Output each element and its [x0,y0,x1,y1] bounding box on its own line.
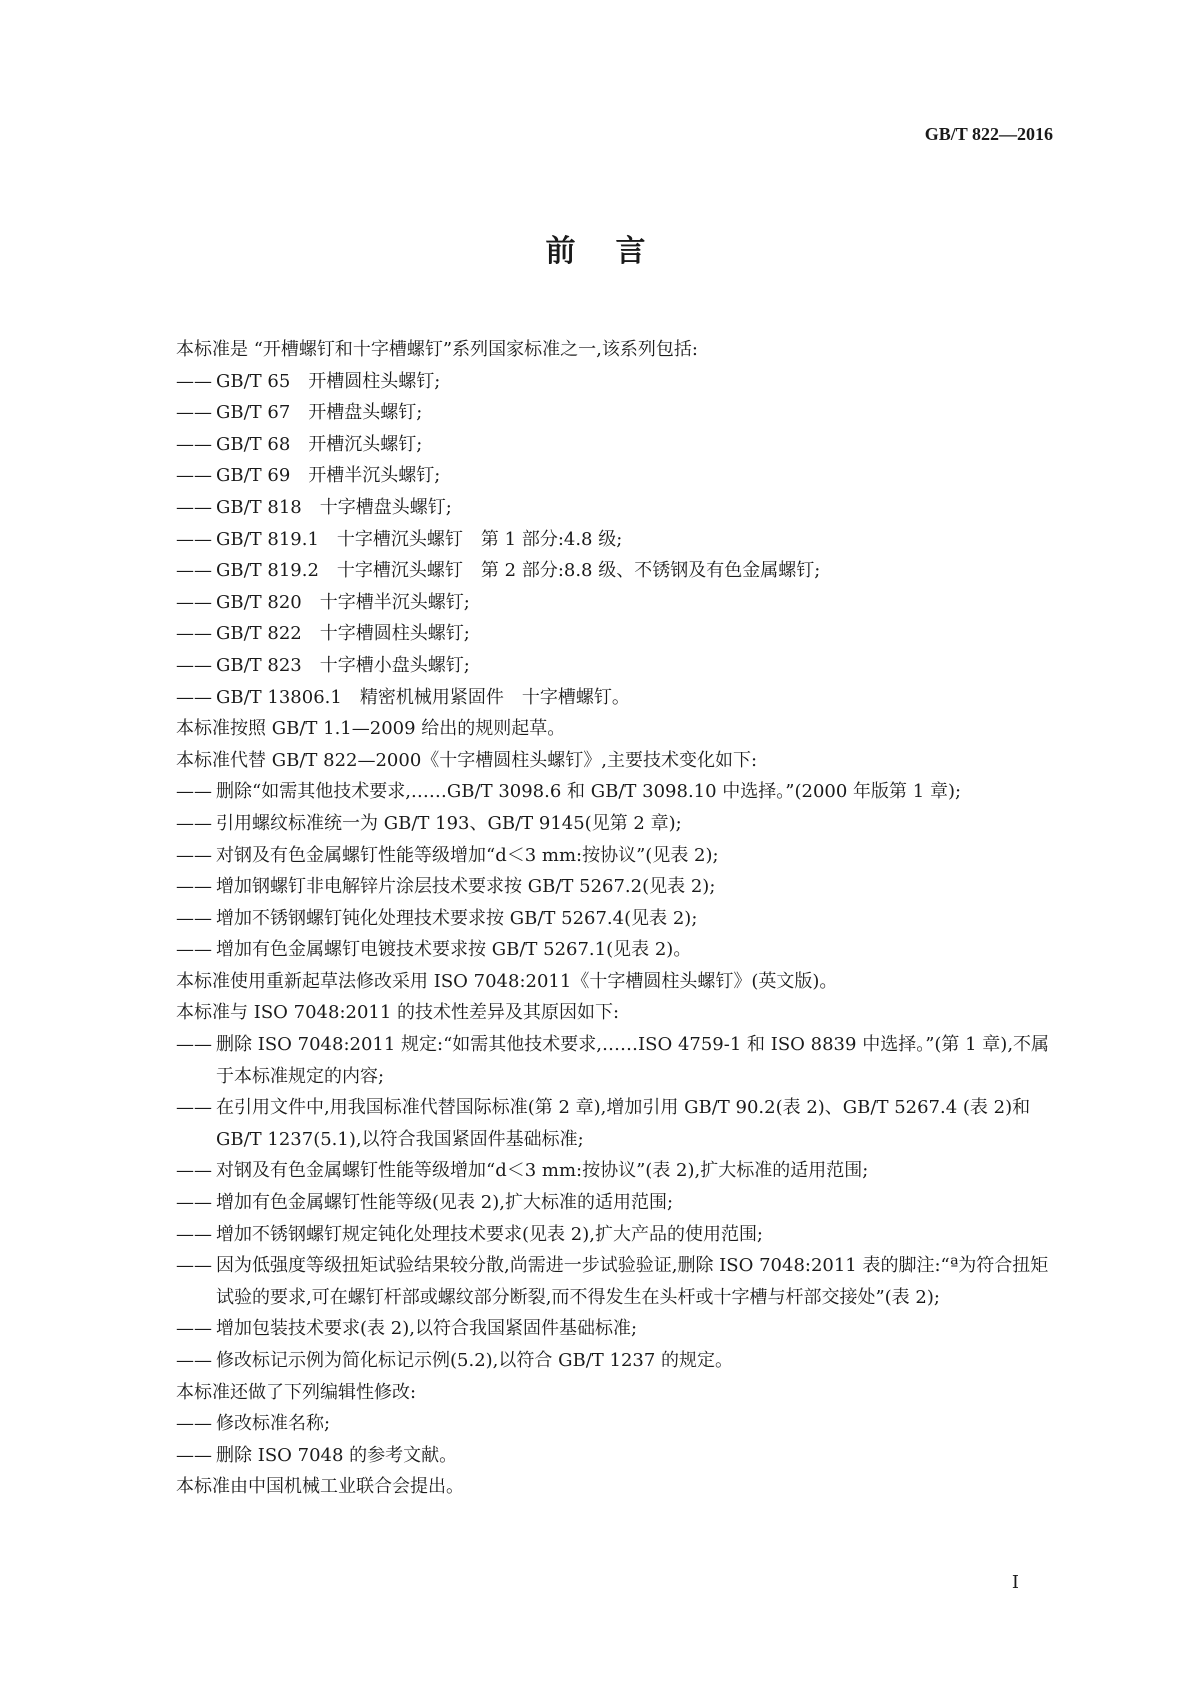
paragraph: 本标准还做了下列编辑性修改: [176,1381,417,1403]
list-dash: —— [176,939,212,961]
paragraph: 本标准与 ISO 7048:2011 的技术性差异及其原因如下: [176,1002,620,1024]
paragraph: 本标准使用重新起草法修改采用 ISO 7048:2011《十字槽圆柱头螺钉》(英文版)。 [176,970,838,992]
list-item [176,1219,1061,1251]
list-dash: —— [176,781,212,803]
paragraph: 本标准代替 GB/T 822—2000《十字槽圆柱头螺钉》,主要技术变化如下: [176,749,758,771]
list-dash: —— [176,654,212,676]
list-dash: —— [176,1318,212,1340]
list-dash: —— [176,496,212,518]
list-dash: —— [176,1097,212,1119]
list-dash: —— [176,1034,212,1056]
list-item [176,871,1061,903]
list-dash: —— [176,623,212,645]
list-item-text: 增加不锈钢螺钉钝化处理技术要求按 GB/T 5267.4(见表 2); [216,907,698,929]
list-item [176,1187,1061,1219]
list-item-text: 修改标准名称; [216,1413,331,1435]
list-item [176,587,1061,619]
list-item [176,1408,1061,1440]
list-item [176,934,1061,966]
list-item-text: 增加包装技术要求(表 2),以符合我国紧固件基础标准; [216,1318,638,1340]
list-item-text: 增加不锈钢螺钉规定钝化处理技术要求(见表 2),扩大产品的使用范围; [216,1223,764,1245]
list-item [176,1155,1061,1187]
list-item-text: GB/T 823 十字槽小盘头螺钉; [216,654,470,676]
list-item [176,524,1061,556]
list-item-text: GB/T 819.1 十字槽沉头螺钉 第 1 部分:4.8 级; [216,528,623,550]
list-item [176,682,1061,714]
list-item-text: GB/T 13806.1 精密机械用紧固件 十字槽螺钉。 [216,686,630,708]
list-item-text: 修改标记示例为简化标记示例(5.2),以符合 GB/T 1237 的规定。 [216,1350,734,1371]
list-item [176,1345,1061,1377]
list-dash: —— [176,370,212,392]
list-item [176,618,1061,650]
list-dash: —— [176,907,212,929]
foreword-body [176,334,1061,1503]
list-dash: —— [176,844,212,866]
list-item [176,1313,1061,1345]
list-dash: —— [176,812,212,834]
list-item-text: 对钢及有色金属螺钉性能等级增加“d＜3 mm:按协议”(表 2),扩大标准的适用范围; [216,1160,869,1182]
list-dash: —— [176,876,212,898]
list-dash: —— [176,1192,212,1214]
paragraph: 本标准按照 GB/T 1.1—2009 给出的规则起草。 [176,718,566,740]
list-dash: —— [176,1444,212,1466]
list-item-text: GB/T 819.2 十字槽沉头螺钉 第 2 部分:8.8 级、不锈钢及有色金属螺钉; [216,560,821,582]
document-number: GB/T 822—2016 [924,124,1053,144]
list-item [176,776,1061,808]
list-item [176,555,1061,587]
list-item-text: GB/T 68 开槽沉头螺钉; [216,433,423,455]
list-item-text: 因为低强度等级扭矩试验结果较分散,尚需进一步试验验证,删除 ISO 7048:2011 表的脚注:“ª为符合扭矩试验的要求,可在螺钉杆部或螺纹部分断裂,而不得发生在头杆或十字槽与杆部交接处”(表 2); [216,1255,1049,1308]
list-item-text: 增加有色金属螺钉电镀技术要求按 GB/T 5267.1(见表 2)。 [216,939,692,961]
list-item-text: 删除 ISO 7048:2011 规定:“如需其他技术要求,……ISO 4759-1 和 ISO 8839 中选择。”(第 1 章),不属于本标准规定的内容; [216,1034,1050,1087]
list-item [176,1029,1061,1092]
list-item-text: GB/T 67 开槽盘头螺钉; [216,402,423,424]
list-item [176,460,1061,492]
list-item [176,429,1061,461]
page-number: I [1011,1572,1019,1593]
list-dash: —— [176,686,212,708]
list-item-text: GB/T 69 开槽半沉头螺钉; [216,465,441,487]
list-item-text: 增加钢螺钉非电解锌片涂层技术要求按 GB/T 5267.2(见表 2); [216,876,716,898]
list-item [176,808,1061,840]
list-dash: —— [176,1350,212,1371]
list-item [176,1440,1061,1472]
list-dash: —— [176,433,212,455]
list-item [176,903,1061,935]
list-dash: —— [176,402,212,424]
list-item [176,492,1061,524]
list-item-text: GB/T 820 十字槽半沉头螺钉; [216,591,470,613]
list-dash: —— [176,528,212,550]
list-item [176,397,1061,429]
list-dash: —— [176,465,212,487]
paragraph: 本标准是 “开槽螺钉和十字槽螺钉”系列国家标准之一,该系列包括: [176,339,698,360]
list-item-text: GB/T 65 开槽圆柱头螺钉; [216,370,441,392]
list-item [176,366,1061,398]
page-title: 前言 [545,234,686,269]
paragraph: 本标准由中国机械工业联合会提出。 [176,1476,464,1498]
list-dash: —— [176,560,212,582]
list-dash: —— [176,1160,212,1182]
list-item [176,650,1061,682]
list-item-text: 删除 ISO 7048 的参考文献。 [216,1444,458,1466]
list-item-text: 对钢及有色金属螺钉性能等级增加“d＜3 mm:按协议”(见表 2); [216,844,719,866]
list-dash: —— [176,591,212,613]
list-item-text: 在引用文件中,用我国标准代替国际标准(第 2 章),增加引用 GB/T 90.2(表 2)、GB/T 5267.4 (表 2)和 GB/T 1237(5.1),以符合我国紧固件基础标准; [216,1097,1031,1150]
list-dash: —— [176,1413,212,1435]
list-item-text: 引用螺纹标准统一为 GB/T 193、GB/T 9145(见第 2 章); [216,812,682,834]
list-dash: —— [176,1223,212,1245]
list-item-text: 增加有色金属螺钉性能等级(见表 2),扩大标准的适用范围; [216,1192,674,1214]
list-item-text: GB/T 818 十字槽盘头螺钉; [216,496,452,518]
list-item-text: 删除“如需其他技术要求,……GB/T 3098.6 和 GB/T 3098.10 中选择。”(2000 年版第 1 章); [216,781,962,803]
list-item [176,840,1061,872]
list-item-text: GB/T 822 十字槽圆柱头螺钉; [216,623,470,645]
list-dash: —— [176,1255,212,1277]
list-item [176,1250,1061,1313]
list-item [176,1092,1061,1155]
